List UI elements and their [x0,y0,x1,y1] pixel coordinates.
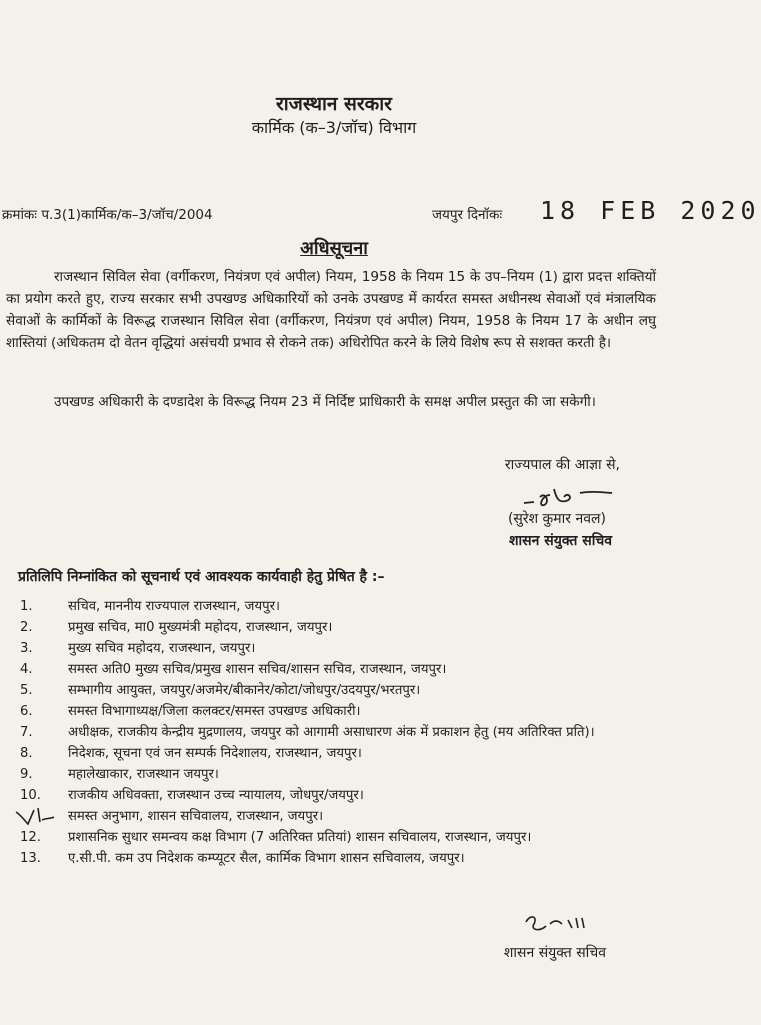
document-title: अधिसूचना [300,238,368,259]
date-stamp: 18 FEB 2020 [540,196,761,225]
reference-number: क्रमांकः प.3(1)कार्मिक/क–3/जॉच/2004 [2,207,213,223]
list-item: 1. सचिव, माननीय राज्यपाल राजस्थान, जयपुर। [20,599,280,614]
distribution-list [0,596,668,869]
signatory-designation: शासन संयुक्त सचिव [509,533,612,549]
signatory-name: (सुरेश कुमार नवल) [507,511,606,527]
list-item: 9. महालेखाकार, राजस्थान जयपुर। [20,767,219,782]
place-date-label: जयपुर दिनॉकः [432,207,503,223]
list-item: 13. ए.सी.पी. कम उप निदेशक कम्प्यूटर सैल, कार्मिक विभाग शासन सचिवालय, जयपुर। [20,851,465,866]
handwritten-tick-mark [14,802,56,828]
department-heading: कार्मिक (क–3/जॉच) विभाग [251,118,417,137]
paragraph-2: उपखण्ड अधिकारी के दण्डादेश के विरूद्ध नियम 23 में निर्दिष्ट प्राधिकारी के समक्ष अपील प्रस्तुत की जा सकेगी। [54,394,596,410]
list-item: 6. समस्त विभागाध्यक्ष/जिला कलक्टर/समस्त उपखण्ड अधिकारी। [20,704,361,719]
list-item: 7. अधीक्षक, राजकीय केन्द्रीय मुद्रणालय, जयपुर को आगामी असाधारण अंक में प्रकाशन हेतु (मय अतिरिक्त प्रति)। [20,725,595,740]
list-item: 12. प्रशासनिक सुधार समन्वय कक्ष विभाग (7 अतिरिक्त प्रतियां) शासन सचिवालय, राजस्थान, जयपुर। [20,830,532,845]
copy-to-heading: प्रतिलिपि निम्नांकित को सूचनार्थ एवं आवश्यक कार्यवाही हेतु प्रेषित है :– [18,569,385,585]
authority-line: राज्यपाल की आज्ञा से, [504,457,620,473]
list-item: 10. राजकीय अधिवक्ता, राजस्थान उच्च न्यायालय, जोधपुर/जयपुर। [20,788,364,803]
bottom-designation: शासन संयुक्त सचिव [503,945,606,961]
government-heading: राजस्थान सरकार [276,93,392,115]
list-item: 5. सम्भागीय आयुक्त, जयपुर/अजमेर/बीकानेर/कोटा/जोधपुर/उदयपुर/भरतपुर। [20,683,421,698]
list-item: 8. निदेशक, सूचना एवं जन सम्पर्क निदेशालय, राजस्थान, जयपुर। [20,746,362,761]
list-item: 2. प्रमुख सचिव, मा0 मुख्यमंत्री महोदय, राजस्थान, जयपुर। [20,620,333,635]
list-item: 4. समस्त अति0 मुख्य सचिव/प्रमुख शासन सचिव/शासन सचिव, राजस्थान, जयपुर। [20,662,447,677]
list-item: समस्त अनुभाग, शासन सचिवालय, राजस्थान, जयपुर। [0,806,668,827]
paragraph-1: राजस्थान सिविल सेवा (वर्गीकरण, नियंत्रण एवं अपील) नियम, 1958 के नियम 15 के उप–नियम (1) द्वारा प्रदत्त शक्तियों का प्रयोग करते हुए, राज्य सरकार सभी उपखण्ड अधिकारियों को उनके उपखण्ड में कार्यरत समस्त अधीनस्थ सेवाओं एवं मंत्रालयिक सेवाओं के कार्मिकों के विरूद्ध राजस्थान सिविल सेवा (वर्गीकरण, नियंत्रण एवं अपील) नियम, 1958 के नियम 17 के अधीन लघु शास्तियां (अधिकतम दो वेतन वृद्धियां असंचयी प्रभाव से रोकने तक) अधिरोपित करने के लिये विशेष रूप से सशक्त करती है। [6,269,656,351]
list-item: 3. मुख्य सचिव महोदय, राजस्थान, जयपुर। [20,641,256,656]
signature-scribble-bottom [520,910,610,940]
